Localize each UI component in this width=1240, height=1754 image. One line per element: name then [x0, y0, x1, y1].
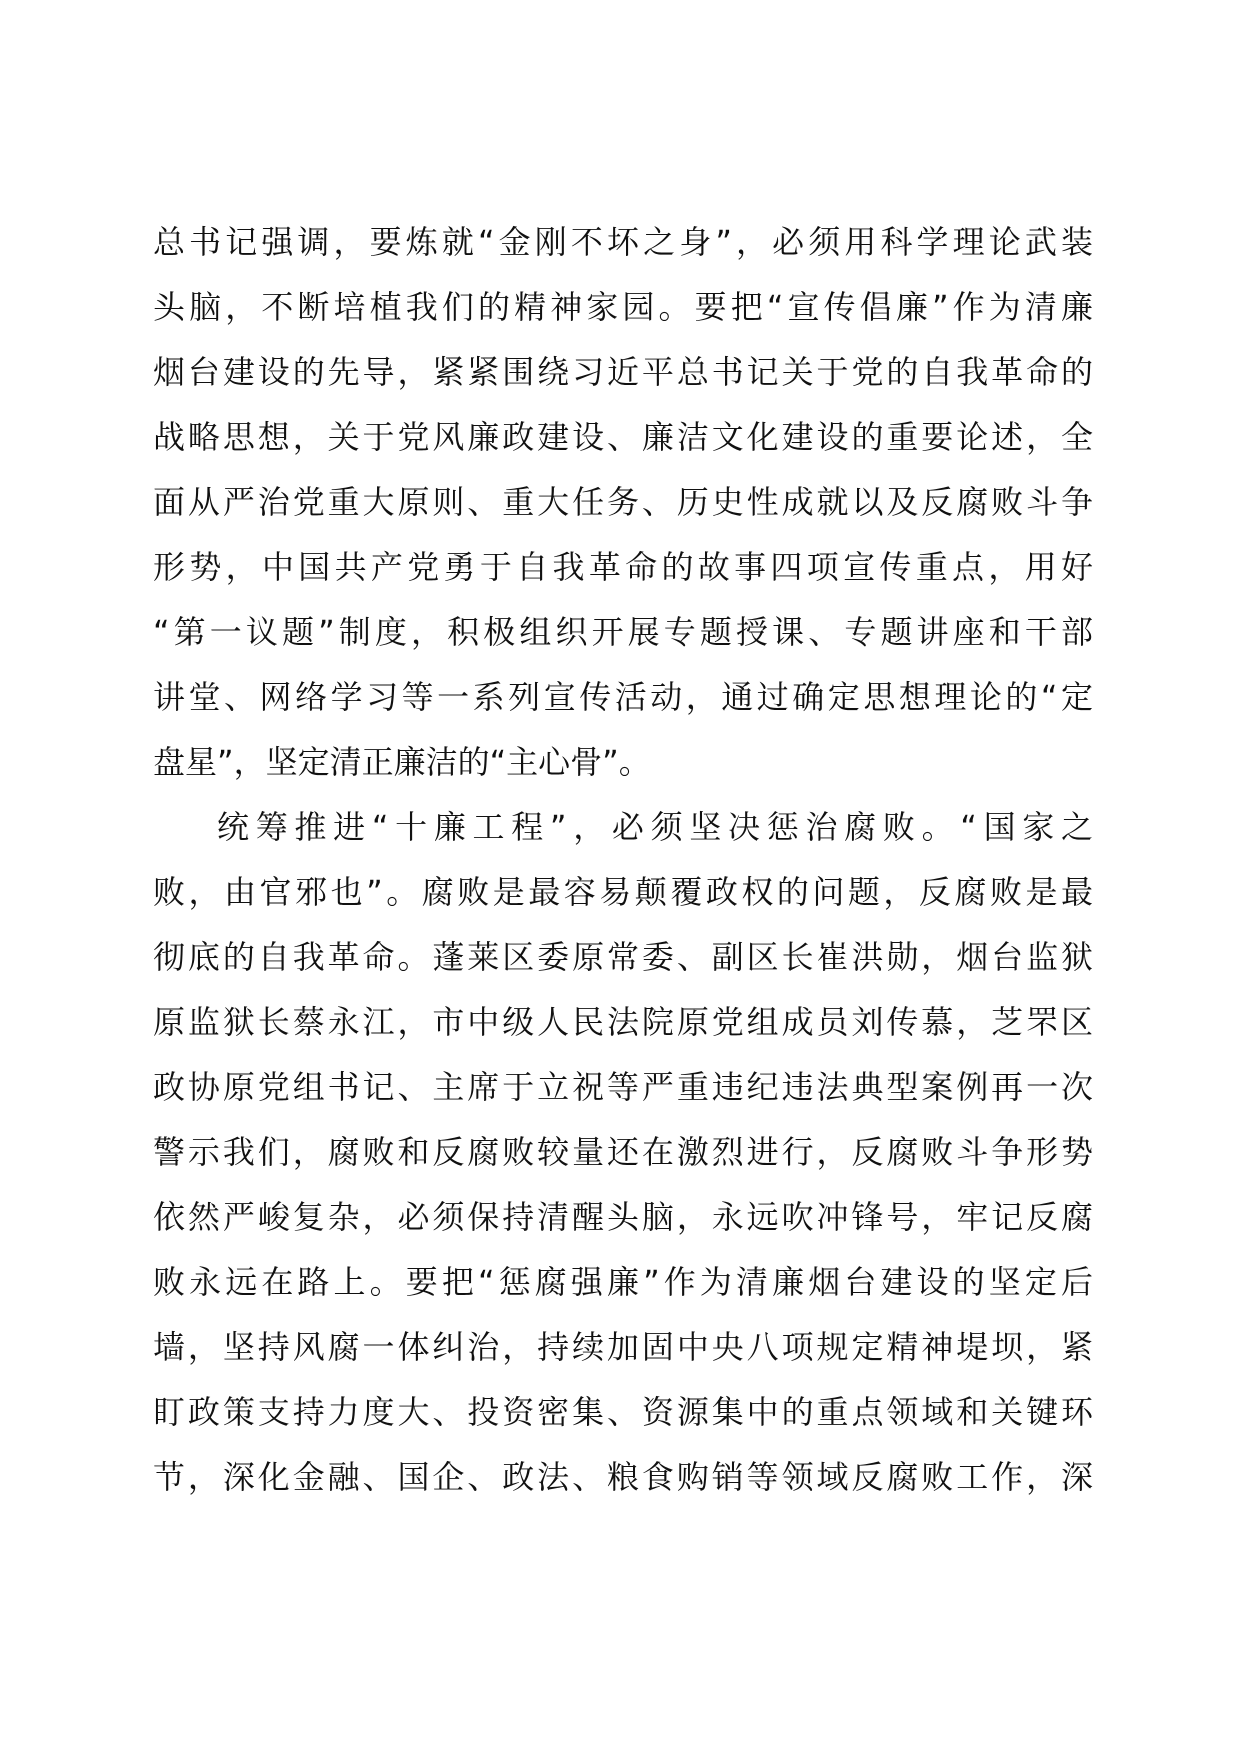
text-line: 节，深化金融、国企、政法、粮食购销等领域反腐败工作，深	[153, 1458, 1093, 1496]
text-line: 烟台建设的先导，紧紧围绕习近平总书记关于党的自我革命的	[153, 353, 1093, 391]
text-line: 形势，中国共产党勇于自我革命的故事四项宣传重点，用好	[153, 548, 1093, 586]
text-line: “第一议题”制度，积极组织开展专题授课、专题讲座和干部	[153, 613, 1093, 651]
text-line: 败，由官邪也”。腐败是最容易颠覆政权的问题，反腐败是最	[153, 873, 1093, 911]
text-line: 头脑，不断培植我们的精神家园。要把“宣传倡廉”作为清廉	[153, 288, 1093, 326]
text-line: 统筹推进“十廉工程”，必须坚决惩治腐败。“国家之	[217, 808, 1093, 846]
text-line: 讲堂、网络学习等一系列宣传活动，通过确定思想理论的“定	[153, 678, 1093, 716]
text-line: 政协原党组书记、主席于立祝等严重违纪违法典型案例再一次	[153, 1068, 1093, 1106]
text-line: 面从严治党重大原则、重大任务、历史性成就以及反腐败斗争	[153, 483, 1093, 521]
paragraph-2	[153, 795, 1093, 1510]
text-line: 败永远在路上。要把“惩腐强廉”作为清廉烟台建设的坚定后	[153, 1263, 1093, 1301]
document-body	[153, 210, 1093, 1510]
text-line: 战略思想，关于党风廉政建设、廉洁文化建设的重要论述，全	[153, 418, 1093, 456]
text-line: 彻底的自我革命。蓬莱区委原常委、副区长崔洪勋，烟台监狱	[153, 938, 1093, 976]
text-line: 盘星”，坚定清正廉洁的“主心骨”。	[153, 743, 651, 781]
text-line: 总书记强调，要炼就“金刚不坏之身”，必须用科学理论武装	[153, 223, 1093, 261]
paragraph-1	[153, 210, 1093, 795]
text-line: 依然严峻复杂，必须保持清醒头脑，永远吹冲锋号，牢记反腐	[153, 1198, 1093, 1236]
text-line: 盯政策支持力度大、投资密集、资源集中的重点领域和关键环	[153, 1393, 1093, 1431]
text-line: 原监狱长蔡永江，市中级人民法院原党组成员刘传慕，芝罘区	[153, 1003, 1093, 1041]
text-line: 墙，坚持风腐一体纠治，持续加固中央八项规定精神堤坝，紧	[153, 1328, 1093, 1366]
text-line: 警示我们，腐败和反腐败较量还在激烈进行，反腐败斗争形势	[153, 1133, 1093, 1171]
